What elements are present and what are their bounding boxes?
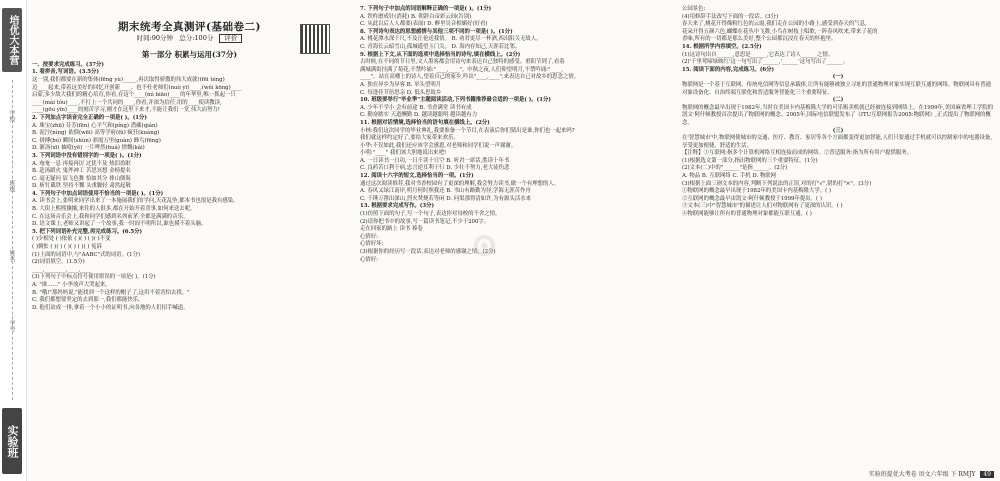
question-line: 5. 把下列词语补充完整,再完成练习。(6.5分) (32, 228, 143, 235)
question-line: 满城满街挂满了菊花,不禁吟诵:"____,____"。中秋之夜,人们仰望明月,不禁吟诵:"____, (360, 66, 563, 73)
question-line: ____(mài tóu)____,不打上一个共同的____,你看,并深为信任,用的____使读教读, (32, 99, 222, 106)
question-line: D. 斩钉截铁 坚持不懈 头重脚轻 肃然起敬 (32, 183, 131, 190)
footer-text: 实验班提优大考卷 语文六年级 下 RMJY (868, 471, 976, 478)
question-line: 12. 阅读十六字的短文,选择恰当的一项。(1分) (360, 173, 474, 180)
question-line: 通过这次阅读推荐,我对书香校园有了更深的理解,我会努力读书,做一个有理想的人。 (360, 180, 560, 187)
question-line: 香味,所有的一切都是那么美好,整个公园都沉浸在春天的怀抱里。 (682, 36, 837, 43)
question-line: 9. 根据上下文,从下面的选项中选择恰当的诗句,填在横线上。(2分) (360, 51, 521, 58)
question-line: 心情好: (360, 256, 378, 263)
question-line: 7. 下列句子中加点的词语解释正确的一项是( )。(1分) (360, 6, 492, 12)
question-line: ( )少相处 ( )依依 ( )( ) ( )( )不变 (32, 236, 111, 243)
page-footer (869, 469, 994, 478)
question-line: A. 读书会上,张明来同学出来了一本施展我们的学问,天花乱坠,都本书也很是我有感染。 (32, 198, 239, 205)
question-line: 公园景色: (682, 6, 706, 12)
question-line: (2)请你把书中的故事,写一篇读书笔记,不少于200字。 (360, 218, 490, 225)
question-line: (2)'千里莺啼绿映红'这一句写出了______,'______'这句写出了______。 (682, 59, 849, 66)
question-line: B. 大街上熙熙攘攘,来往的人很多,都在开始开着喜事,如何来送去呢。 (32, 206, 196, 213)
question-line: ①物联网的概念最早出现于1982年的美国卡内基梅隆大学。( ) (682, 188, 832, 195)
page-number: 49 (980, 471, 994, 478)
exam-time: 时间:90分钟 (136, 33, 174, 42)
question-line: (1)根据选文第一部分,指出物联网的三个重要特征。(1分) (682, 157, 818, 164)
question-line: D. 语文课上,老师又讲起了一个故事,我一时间不明所以,谁也摸不着头脑。 (32, 221, 207, 228)
question-line: 春天来了,桃花开得像粉红色的云霞,我们走在公园的小路上,感受到春天的气息, (682, 21, 867, 28)
brand-logo-bottom: 实验班 (2, 408, 22, 474)
question-line: C. 良药苦口利于病,忠言逆耳利于行 D. 少壮不努力,老大徒伤悲 (360, 165, 510, 172)
question-line: C. 从此以后人人都要(表面) D. 醉里吴音相媚好(好看) (360, 21, 488, 28)
question-line: 心情好: (360, 233, 378, 240)
question-line: (3)根据上面三则文本的内容,判断下列说法的正误,对的打"√",错的打"×"。(3分) (682, 180, 872, 187)
questions-left (32, 62, 347, 313)
question-line: A. 物品 B. 互联网络 C. 手机 D. 物联网 (682, 173, 777, 180)
column-middle (360, 6, 670, 264)
question-line: D. 他们站成一排,拿着一个小小的证明书,向各地的人们招手喊道。 (32, 304, 189, 311)
question-line: C. 勤奋踏实 天道酬勤 D. 越读越聪明 越读越有力 (360, 112, 478, 119)
question-line: ( )惆怅 ( )( ) ( )( ) ( )( ) 冤诉 (32, 244, 102, 251)
question-line: ③文本(三)中"智慧城市"的描述让人们对物联网有了更深的认识。( ) (682, 203, 843, 210)
question-line: C. 青海长云暗雪山,孤城遥望玉门关。 D. 海内存知己,天涯若比邻。 (360, 43, 521, 50)
question-line: (2)文本(二)中的"______"是指______。(2分) (682, 165, 788, 172)
question-line: D. 淅沥(xī) 抽噎(yē) 一片哗然(huá) 愤慨(kǎi) (32, 145, 145, 152)
score-box[interactable]: 评价 (219, 34, 242, 44)
question-line: C. 在这场音乐会上,我和同学们感到名列前茅,全都是满满的音乐。 (32, 213, 189, 220)
question-line: 小明:"____" 我们该大胆地说出来吧! (360, 150, 447, 157)
question-line: A. 一日读书一日功,一日不读十日空 B. 听君一席话,胜读十年书 (360, 157, 510, 164)
question-line: 一、按要求完成练习。(37分) (32, 61, 104, 68)
question-line: 【注释】①互联网:指多个计算机网络互相连接而成的网络。②普适服务:指为所有用户提供服务。 (682, 150, 913, 157)
question-line: A. 铁杵磨成针(消耗) B. 朝辞白帝彩云间(告别) (360, 13, 472, 20)
question-line: B. 泥泞(nìng) 依偎(wēi) 高等学府(fǔ) 疯狂(kuáng) (32, 130, 160, 137)
strip-label-class: 班级 (8, 180, 15, 192)
question-line: (4)用修辞手法改写下面的一段话。(3分) (682, 13, 779, 20)
question-line: 14. 根据所学内容填空。(2.5分) (682, 43, 762, 50)
question-line: 小华:不仅如此,我们还应该学会感恩,对老师和同学们说一声谢谢。 (360, 142, 517, 149)
question-line: (1)这诗句出自______,意思是______,它表达了诗人______之情。 (682, 51, 834, 58)
question-line: (一) (832, 74, 844, 81)
qr-code-icon[interactable] (300, 24, 330, 54)
strip-label-number: 学号 (8, 320, 15, 332)
question-line: (三) (832, 127, 844, 134)
question-line: B. 赴汤蹈火 鬼斧神工 苦思冥想 金榜提名 (32, 168, 131, 175)
question-line: 小林:我们这次同学的毕业典礼,我要准备一个节目,在表演后你们猜出是谁,你们也一起来吗? (360, 127, 575, 134)
question-line: 8. 下列诗句表达的思想感情与其他三项不同的一项是( )。(1分) (360, 28, 513, 35)
question-line: A. 少年不学小 会有前途 B. 书香满堂 读书有成 (360, 104, 472, 111)
question-line: 3. 下列词语中没有错别字的一项是( )。(1分) (32, 152, 142, 159)
question-line: ____(gōu yīn)____的刻苦学习,刚才在这里下来才,不能让我们一堂,伟大而努力! (32, 107, 220, 114)
question-line: 物联网是一个基于互联网、传统电信网等信息承载体,让所有能够被独立寻址的普通物理对象实现互联互通的网络。物联网具有普通对象设备化、自治终端互联化和普适服务智能化三个重要特征。 (682, 81, 991, 96)
question-line: A. 桃花潭水深千尺,不及汪伦送我情。 B. 劝君更尽一杯酒,西出阳关无故人。 (360, 36, 542, 43)
brand-logo-top: 培优大本营 (2, 8, 22, 72)
question-line: 4. 下列句子中加点词语使用不恰当的一项是( )。(1分) (32, 190, 164, 197)
question-line: A. 奄奄一息 再接再厉 过犹不及 热泪盈眶 (32, 160, 131, 167)
question-line: C. 每逢佳节倍思亲 D. 低头思故乡 (360, 89, 442, 96)
question-line: (2)词语填空。(1.5分) (32, 259, 85, 266)
question-line: 走在回家的路上 读书 捧卷 (360, 226, 423, 233)
question-line: 这一别,我们都要在新的集体(fēng yù)_____,再次取得骄傲的伟大成就!(fēi téng) (32, 76, 225, 83)
question-line: 13. 根据要求完成写作。(3分) (360, 203, 435, 210)
page-title: 期末统考全真测评(基础卷二) (118, 21, 261, 33)
question-line: 2. 下列加点字读音完全正确的一项是( )。(1分) (32, 114, 147, 121)
question-line: ④物联网能够让所有的普通物理对象都能互联互通。( ) (682, 211, 812, 218)
question-line: ____"。站在高楼上的诗人,望着自己的家乡,吟出"____,____",来表达自己对故乡的思念之情。 (360, 74, 580, 81)
column-left (32, 6, 347, 312)
questions-middle (360, 6, 670, 264)
question-line: 物联网的概念最早出现于1982年,当时在美国卡内基梅隆大学的可乐贩卖机就已经被连接到网络上。在1999年,美国麻省理工学院的凯文·阿什顿教授首次提出了物联网的概念。2005年,国际电信联盟发布了《ITU互联网报告2005:物联网》,正式提出了物联网的概念。 (682, 104, 994, 126)
question-line: (1)仿照下面的句子,写一个句子,表达你对母校的不舍之情。 (360, 211, 501, 218)
question-line: C. 我们都想要坚定的去到那一,我们都能快乐。 (32, 297, 144, 304)
questions-right (682, 6, 994, 219)
question-line: 15. 阅读下面的内容,完成练习。(6分) (682, 66, 775, 73)
question-line: C. 拼搏(bó) 瞬间(shùn) 彩霞万里(guàn) 蜂鸟(fēng) (32, 137, 161, 144)
question-line: (二) (832, 97, 844, 104)
question-line: C. 毫无疑问 眉飞色舞 恰如其分 排山倒海 (32, 175, 131, 182)
question-line: 启蒙,多少敌大我们的精心培育,你看,在这个____(mì biāo)____的年华里,唯一抓起一只 (32, 92, 236, 99)
cut-line (12, 80, 13, 400)
question-line: 1. 看拼音,写词语。(3.5分) (32, 69, 99, 76)
question-line: (3)下列句子中标点符号使用错误的一项是( )。(1分) (32, 274, 156, 281)
question-line: 11. 根据对话情境,选择恰当的语句填在横线上。(2分) (360, 119, 490, 126)
question-line: 心情好坏: (360, 241, 384, 248)
question-line: C. 千锤万凿出深山,烈火焚烧若等闲 D. 问渠那得清如许,为有源头活水来 (360, 195, 531, 202)
question-line: (3)根据你的经历写一段话,表达对老师的感谢之情。(2分) (360, 249, 496, 255)
question-line: A. 独在异乡为异客 B. 举头望明月 (360, 81, 442, 88)
exam-total: 总分:100分 (179, 33, 214, 42)
question-line: 古时候,在不同的节日里,文人墨客都会用诗句来表达自己独特的感受。重阳节到了,看着 (360, 59, 565, 66)
strip-label-school: 学校 (8, 110, 15, 122)
question-line: A. 珠宝(zhū) 芬芳(fēn) 心平气和(píng) 潜藏(qián) (32, 122, 158, 129)
watermark: ⊙ (467, 222, 506, 268)
strip-label-name: 姓名 (8, 250, 15, 262)
left-binding-strip (0, 0, 27, 481)
question-line: 我们就这样约定好了,要给大家带来欢乐。 (360, 135, 459, 142)
question-line: 花朵开得五颜六色,蝴蝶在花丛中飞舞,小鸟在树枝上唱歌,一阵春风吹来,带来了花的 (682, 28, 878, 35)
question-line: 迈____起来,带着这美好的回忆开创新____。也不枉老师们(nuò yī)____,(wéi kōng)____ (32, 84, 242, 91)
question-line: A. "谁……" 小李放声大哭起来。 (32, 282, 111, 288)
question-line: 10. 班级要举行"毕业季"主题阅读活动,下列书籍推荐最合适的一项是( )。(1分) (360, 97, 551, 104)
column-right (682, 6, 994, 219)
question-line: ②互联网的概念最早由凯文·阿什顿教授于1999年提出。( ) (682, 195, 822, 202)
question-line: ____,________,____,____ (32, 266, 92, 273)
question-line: A. 春风又绿江南岸,明月何时照我还 B. 书山有路勤为径,学海无涯苦作舟 (360, 188, 531, 195)
question-line: B. "哦!"那妈妈说,"能找到一个这样的帽子了,这用不着害怕去找。" (32, 289, 190, 296)
question-line: (1)上面的词语中,与"AABC"式的词语。(1分) (32, 251, 140, 258)
question-line: 在'智慧城市'中,物联网使城市的交通、医疗、教育、家居等各个方面都变得更加智能,人们只要通过手机就可以控制家中的电器设备,享受更加便捷、舒适的生活。 (682, 135, 992, 149)
part-title: 第一部分 积累与运用(37分) (141, 50, 238, 60)
